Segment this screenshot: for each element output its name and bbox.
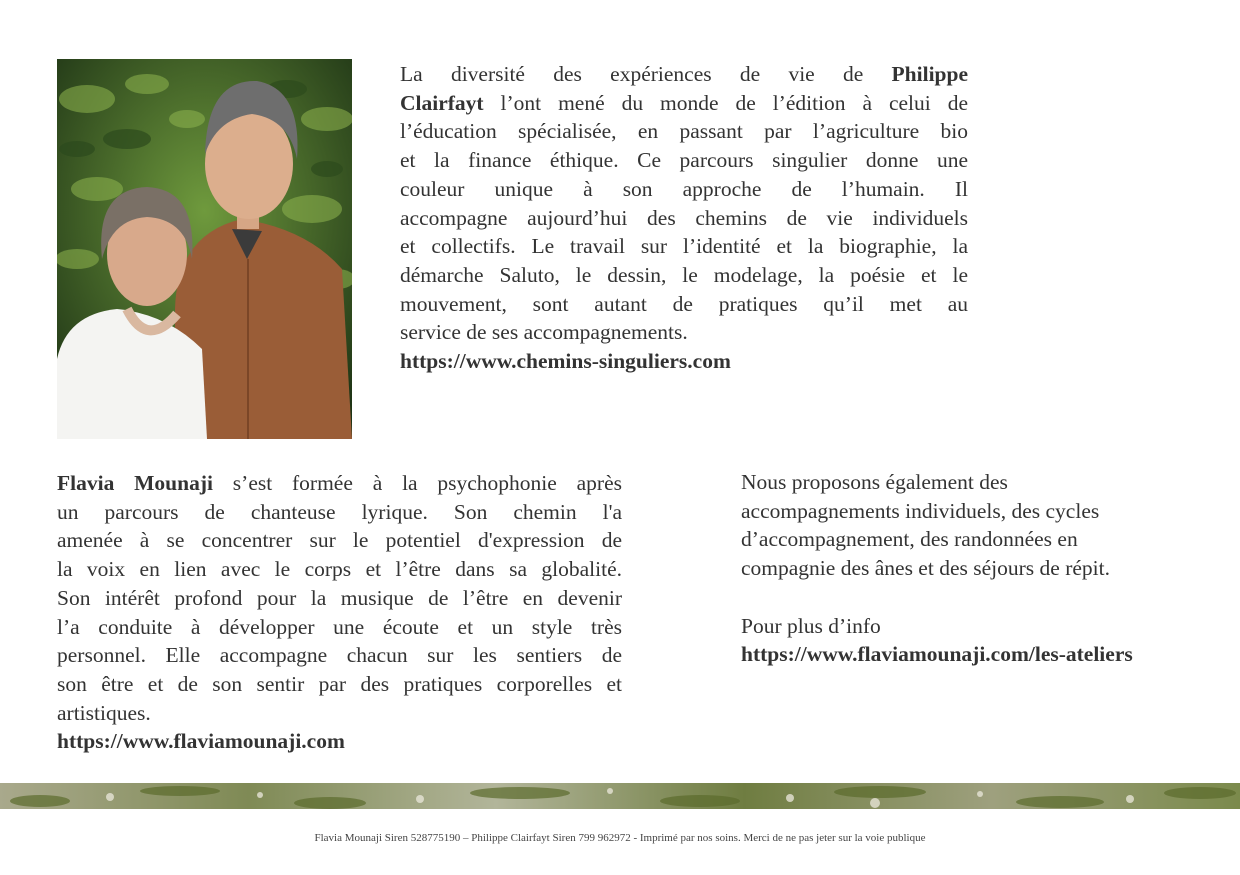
flavia-bio-line-3: amenée à se concentrer sur le potentiel d'expression de <box>57 528 622 553</box>
philippe-bio-line-2: Clairfayt l’ont mené du monde de l’édition à celui de <box>400 90 968 115</box>
offers-spacer <box>741 583 1231 612</box>
offers-block <box>741 468 1231 669</box>
philippe-bio <box>400 60 968 376</box>
flavia-bio-line-1: Flavia Mounaji s’est formée à la psychophonie après <box>57 471 622 495</box>
flavia-bio-line-5: Son intérêt profond pour la musique de l’être en devenir <box>57 585 622 610</box>
moss-banner-graphic <box>0 783 1240 809</box>
portrait-photo <box>57 59 352 439</box>
ateliers-link[interactable]: https://www.flaviamounaji.com/les-ateliers <box>741 642 1133 667</box>
footer-legal-text: Flavia Mounaji Siren 528775190 – Philippe Clairfayt Siren 799 962972 - Imprimé par nos soins. Merci de ne pas jeter sur la voie publique <box>314 832 926 844</box>
philippe-name-part2: Clairfayt <box>400 90 484 115</box>
offers-line-3: d’accompagnement, des randonnées en <box>741 527 1078 552</box>
flavia-bio-line-6: l’a conduite à développer une écoute et un style très <box>57 614 622 639</box>
flavia-website-link[interactable]: https://www.flaviamounaji.com <box>57 729 345 754</box>
philippe-bio-line-7: et collectifs. Le travail sur l’identité et la biographie, la <box>400 234 968 259</box>
offers-line-4: compagnie des ânes et des séjours de répit. <box>741 556 1110 581</box>
philippe-bio-line-6: accompagne aujourd’hui des chemins de vie individuels <box>400 205 968 230</box>
offers-line-2: accompagnements individuels, des cycles <box>741 498 1100 523</box>
philippe-bio-line-1: La diversité des expériences de vie de Philippe <box>400 62 968 86</box>
flavia-bio-line-4: la voix en lien avec le corps et l’être dans sa globalité. <box>57 557 622 582</box>
offers-more-label: Pour plus d’info <box>741 613 881 638</box>
philippe-website-link[interactable]: https://www.chemins-singuliers.com <box>400 349 731 374</box>
flavia-bio <box>57 469 622 756</box>
philippe-bio-line-3: l’éducation spécialisée, en passant par l’agriculture bio <box>400 119 968 144</box>
philippe-bio-line-9: mouvement, sont autant de pratiques qu’il met au <box>400 291 968 316</box>
flavia-bio-line-8: son être et de son sentir par des pratiques corporelles et <box>57 671 622 696</box>
moss-banner-image <box>0 783 1240 809</box>
offers-line-1: Nous proposons également des <box>741 470 1008 494</box>
philippe-bio-line-4: et la finance éthique. Ce parcours singulier donne une <box>400 148 968 173</box>
philippe-name-part1: Philippe <box>891 62 968 86</box>
philippe-bio-line-8: démarche Saluto, le dessin, le modelage, la poésie et le <box>400 262 968 287</box>
philippe-bio-line-5: couleur unique à son approche de l’humain. Il <box>400 176 968 201</box>
flavia-bio-line-7: personnel. Elle accompagne chacun sur les sentiers de <box>57 643 622 668</box>
portrait-photo-image <box>57 59 352 439</box>
philippe-bio-line-10: service de ses accompagnements. <box>400 320 688 345</box>
flavia-bio-line-2: un parcours de chanteuse lyrique. Son chemin l'a <box>57 499 622 524</box>
flavia-name: Flavia Mounaji <box>57 471 213 495</box>
flavia-bio-line-9: artistiques. <box>57 700 151 725</box>
